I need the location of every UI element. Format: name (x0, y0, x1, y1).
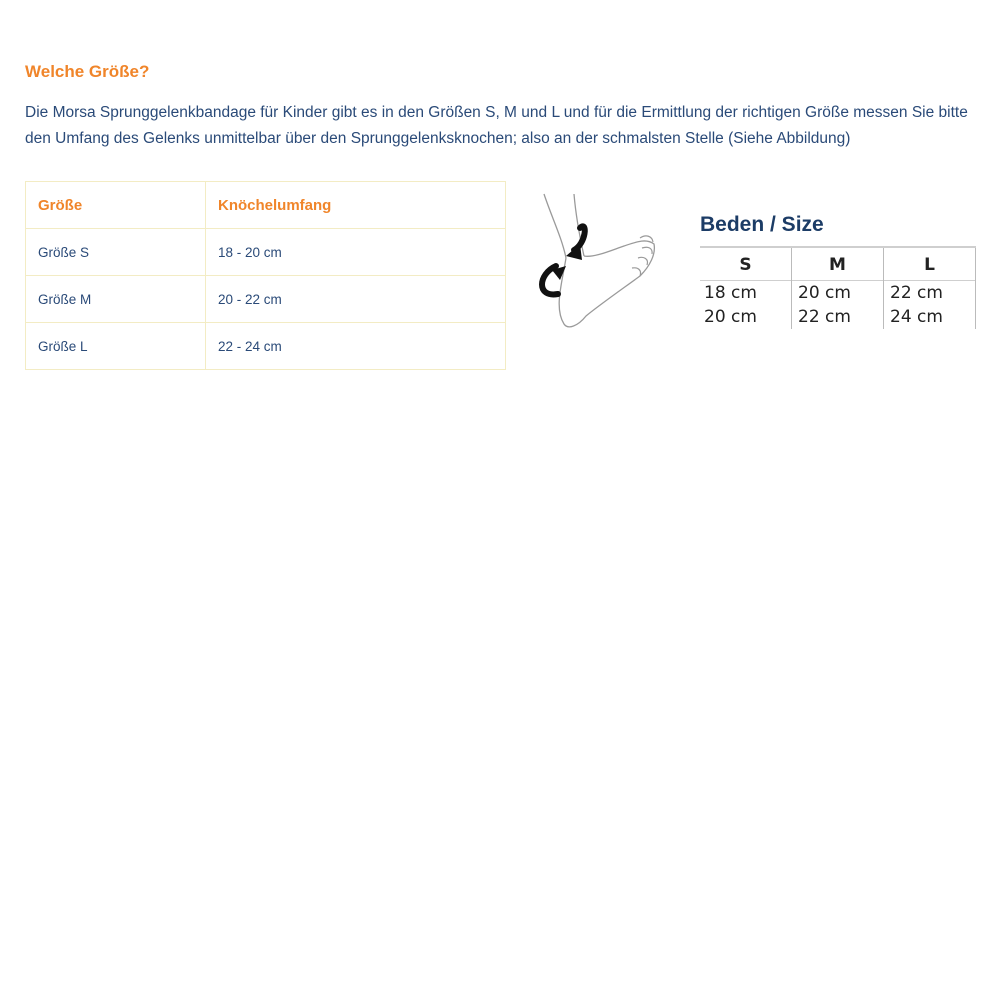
size-min: 22 cm (890, 283, 943, 303)
table-cell-size: Größe L (26, 323, 206, 370)
page-heading: Welche Größe? (25, 62, 150, 81)
table-header-size: Größe (26, 182, 206, 229)
size-chart-grid (700, 246, 976, 329)
table-row (26, 323, 506, 370)
size-min: 20 cm (798, 283, 851, 303)
size-max: 22 cm (798, 307, 851, 327)
size-column-l (884, 248, 976, 329)
table-cell-size: Größe M (26, 276, 206, 323)
intro-text: Die Morsa Sprunggelenkbandage für Kinder gibt es in den Größen S, M und L und für die Ermittlung der richtigen Größe messen Sie bitte den Umfang des Gelenks unmittelbar über den Sprunggelenksknochen; also an der schmalsten Stelle (Siehe Abbildung) (25, 104, 968, 147)
table-cell-range: 22 - 24 cm (206, 323, 506, 370)
foot-measure-icon (528, 188, 658, 338)
size-column-s (700, 248, 792, 329)
size-chart-title: Beden / Size (700, 213, 824, 236)
table-header-row (26, 182, 506, 229)
size-label: L (884, 248, 975, 281)
table-row (26, 276, 506, 323)
size-max: 20 cm (704, 307, 757, 327)
size-max: 24 cm (890, 307, 943, 327)
size-min: 18 cm (704, 283, 757, 303)
size-column-m (792, 248, 884, 329)
table-cell-range: 20 - 22 cm (206, 276, 506, 323)
table-header-circumference: Knöchelumfang (206, 182, 506, 229)
table-row (26, 229, 506, 276)
size-label: S (700, 248, 791, 281)
table-cell-range: 18 - 20 cm (206, 229, 506, 276)
size-label: M (792, 248, 883, 281)
size-chart (700, 210, 976, 329)
size-table (25, 181, 506, 370)
table-cell-size: Größe S (26, 229, 206, 276)
